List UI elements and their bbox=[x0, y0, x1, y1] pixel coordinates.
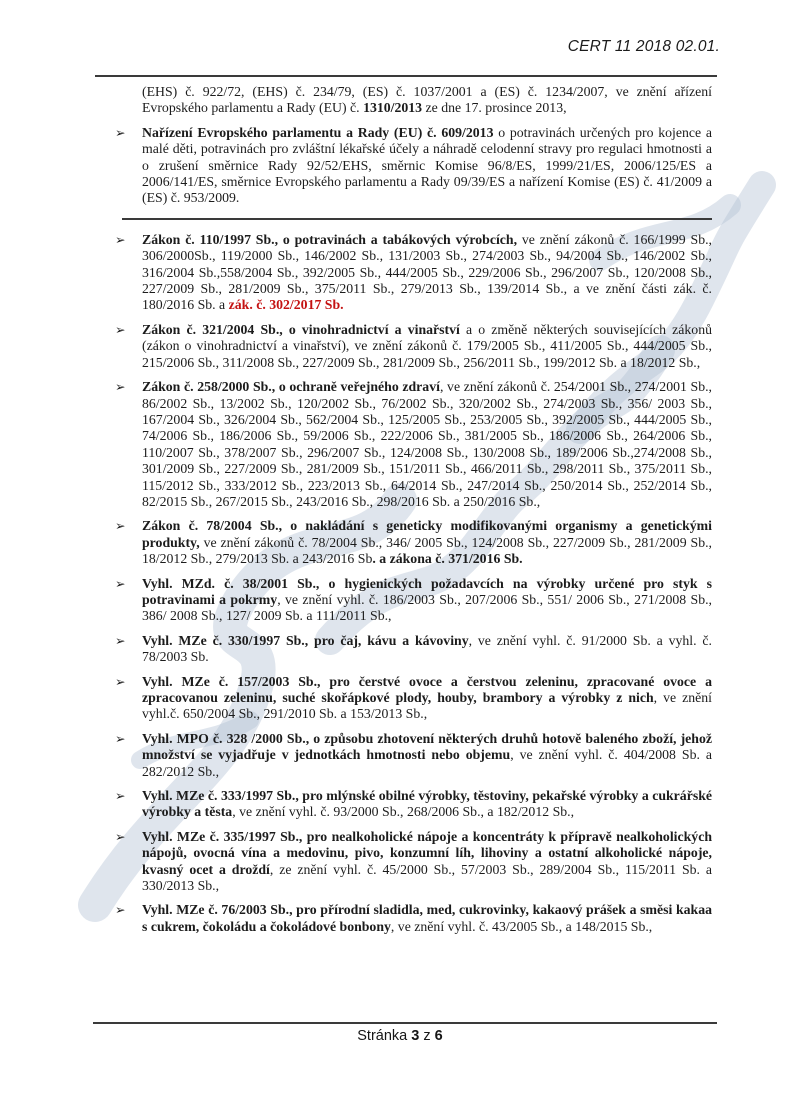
legal-list-item bbox=[115, 902, 712, 935]
legal-list-item bbox=[115, 518, 712, 567]
law-title-bold: Vyhl. MPO č. 328 /2000 Sb., o způsobu zhotovení některých druhů hotově baleného zboží, jehož množství se vyjadřuje v jednotkách hmotnosti nebo objemu bbox=[142, 730, 712, 763]
legal-text-body bbox=[115, 84, 712, 943]
legal-list-item bbox=[115, 322, 712, 371]
footer-total-pages: 6 bbox=[434, 1028, 443, 1044]
header-doc-code: CERT 11 2018 02.01. bbox=[567, 38, 720, 55]
paragraph-text bbox=[142, 576, 712, 625]
law-amendments-text: a o změně některých souvisejících zákonů (zákon o vinohradnictví a vinařství), ve znění zákonů č. 179/2005 Sb., 411/2005 Sb., 444/2005 Sb., 215/2006 Sb., 311/2008 Sb., 227/2009 Sb., 281/2009 Sb., 256/2011 Sb., 199/2012 Sb. a 18/2012 Sb., bbox=[142, 321, 712, 370]
legal-list-item bbox=[115, 379, 712, 510]
paragraph-text bbox=[142, 84, 712, 117]
arrowhead-bullet-icon: ➢ bbox=[115, 322, 126, 337]
footer-divider bbox=[93, 1022, 717, 1024]
paragraph-text bbox=[142, 125, 712, 207]
arrowhead-bullet-icon: ➢ bbox=[115, 633, 126, 648]
arrowhead-bullet-icon: ➢ bbox=[115, 674, 126, 689]
law-title-bold: Zákon č. 78/2004 Sb., o nakládání s geneticky modifikovanými organismy a genetickými produkty, bbox=[142, 518, 712, 550]
legal-list-item bbox=[115, 576, 712, 625]
paragraph-text bbox=[142, 902, 712, 935]
arrowhead-bullet-icon: ➢ bbox=[115, 789, 126, 804]
arrowhead-bullet-icon: ➢ bbox=[115, 829, 126, 844]
paragraph-text bbox=[142, 379, 712, 510]
arrowhead-bullet-icon: ➢ bbox=[115, 576, 126, 591]
arrowhead-bullet-icon: ➢ bbox=[115, 232, 126, 247]
law-title-bold: Vyhl. MZe č. 335/1997 Sb., pro nealkoholické nápoje a koncentráty k přípravě nealkoholických nápojů, ovocná vína a medovinu, pivo, konzumní líh, lihoviny a ostatní alkoholické nápoje, kvasný ocet a droždí bbox=[142, 828, 712, 877]
footer-of-label: z bbox=[423, 1028, 431, 1044]
paragraph-text bbox=[142, 829, 712, 895]
law-amendments-text: (EHS) č. 922/72, (EHS) č. 234/79, (ES) č. 1037/2001 a (ES) č. 1234/2007, ve znění ařízení Evropského parlamentu a Rady (EU) č. bbox=[142, 84, 712, 116]
law-title-bold: Vyhl. MZe č. 330/1997 Sb., pro čaj, kávu a kávoviny bbox=[142, 632, 469, 648]
law-title-bold: Vyhl. MZe č. 157/2003 Sb., pro čerstvé ovoce a čerstvou zeleninu, zpracované ovoce a zpracovanou zeleninu, suché skořápkové plody, houby, brambory a výrobky z nich bbox=[142, 673, 712, 705]
legal-list-item bbox=[115, 788, 712, 821]
law-amendments-text: , ve znění vyhl. č. 43/2005 Sb., a 148/2015 Sb., bbox=[390, 918, 653, 934]
legal-list-item bbox=[115, 829, 712, 895]
law-amendments-text: ve znění zákonů č. 166/1999 Sb., 306/2000Sb., 119/2000 Sb., 146/2002 Sb., 131/2003 Sb., 274/2003 Sb., 94/2004 Sb., 146/2002 Sb., 316/2004 Sb.,558/2004 Sb., 392/2005 Sb., 444/2005 Sb., 229/2006 Sb., 296/2007 Sb., 120/2008 Sb., 227/2009 Sb., 281/2009 Sb., 375/2011 Sb., 279/2013 Sb., 139/2014 Sb., a ve znění části zák. č. 180/2016 Sb. a bbox=[142, 231, 712, 313]
amendment-highlight-red: zák. č. 302/2017 Sb. bbox=[228, 297, 344, 313]
law-amendments-text: , ve znění zákonů č. 254/2001 Sb., 274/2001 Sb., 86/2002 Sb., 13/2002 Sb., 120/2002 Sb., 76/2002 Sb., 320/2002 Sb., 274/2003 Sb., 356/ 2003 Sb., 167/2004 Sb., 326/2004 Sb., 562/2004 Sb., 125/2005 Sb., 253/2005 Sb., 392/2005 Sb., 444/2005 Sb., 74/2006 Sb., 186/2006 Sb., 59/2006 Sb., 222/2006 Sb., 381/2005 Sb., 186/2006 Sb., 264/2006 Sb., 110/2007 Sb., 378/2007 Sb., 296/2007 Sb., 124/2008 Sb., 130/2008 Sb., 189/2006 Sb.,274/2008 Sb., 301/2009 Sb., 227/2009 Sb., 281/2009 Sb., 151/2011 Sb., 466/2011 Sb., 298/2011 Sb., 375/2011 Sb., 115/2012 Sb., 333/2012 Sb., 223/2013 Sb., 64/2014 Sb., 247/2014 Sb., 250/2014 Sb., 252/2014 Sb., 82/2015 Sb., 267/2015 Sb., 243/2016 Sb., 298/2016 Sb. a 250/2016 Sb., bbox=[142, 379, 712, 509]
law-amendments-text: , ve znění vyhl. č. 91/2000 Sb. a vyhl. č. 78/2003 Sb. bbox=[142, 632, 712, 665]
law-title-bold: Vyhl. MZe č. 333/1997 Sb., pro mlýnské obilné výrobky, těstoviny, pekařské výrobky a cukrářské výrobky a těsta bbox=[142, 788, 712, 820]
paragraph-text bbox=[142, 731, 712, 780]
law-amendments-text: , ve znění vyhl. č. 93/2000 Sb., 268/2006 Sb., a 182/2012 Sb., bbox=[232, 804, 575, 820]
bullet-indent-spacer bbox=[115, 84, 142, 117]
arrowhead-bullet-icon: ➢ bbox=[115, 731, 126, 746]
paragraph-text bbox=[142, 232, 712, 314]
paragraph-text bbox=[142, 788, 712, 821]
paragraph-text bbox=[142, 674, 712, 723]
legal-list-item bbox=[115, 232, 712, 314]
law-title-bold: Zákon č. 110/1997 Sb., o potravinách a tabákových výrobcích, bbox=[142, 231, 518, 247]
paragraph-text bbox=[142, 518, 712, 567]
law-title-bold: Vyhl. MZe č. 76/2003 Sb., pro přírodní sladidla, med, cukrovinky, kakaový prášek a směsi kakaa s cukrem, čokoládu a čokoládové bonbony bbox=[142, 902, 712, 934]
legal-list-item bbox=[115, 674, 712, 723]
law-amendments-text: , ve znění vyhl. č. 404/2008 Sb. a 282/2012 Sb., bbox=[142, 747, 712, 779]
legal-list-item bbox=[115, 125, 712, 207]
paragraph-text bbox=[142, 633, 712, 666]
legal-list-item bbox=[115, 731, 712, 780]
footer-page-label: Stránka bbox=[357, 1028, 408, 1044]
law-amendments-text: , ve znění vyhl. č. 186/2003 Sb., 207/2006 Sb., 551/ 2006 Sb., 271/2008 Sb., 386/ 2008 Sb., 127/ 2009 Sb. a 111/2011 Sb., bbox=[142, 591, 713, 624]
section-divider bbox=[122, 218, 712, 220]
legal-list-item bbox=[115, 633, 712, 666]
law-title-bold: Zákon č. 258/2000 Sb., o ochraně veřejného zdraví bbox=[142, 379, 440, 395]
header-divider bbox=[95, 75, 717, 77]
law-amendments-text: ve znění zákonů č. 78/2004 Sb., 346/ 2005 Sb., 124/2008 Sb., 227/2009 Sb., 281/2009 Sb., 18/2012 Sb., 279/2013 Sb. a 243/2016 Sb bbox=[142, 534, 712, 567]
paragraph-text bbox=[142, 322, 712, 371]
law-amendments-text: ze dne 17. prosince 2013, bbox=[422, 100, 567, 116]
law-title-bold: Nařízení Evropského parlamentu a Rady (EU) č. 609/2013 bbox=[142, 124, 494, 140]
arrowhead-bullet-icon: ➢ bbox=[115, 903, 126, 918]
law-amendments-text: , ve znění vyhl.č. 650/2004 Sb., 291/2010 Sb. a 153/2013 Sb., bbox=[142, 690, 712, 722]
law-amendments-text: o potravinách určených pro kojence a malé děti, potravinách pro zvláštní lékařské účely a náhradě celodenní stravy pro regulaci hmotnosti a o zrušení směrnice Rady 92/52/EHS, směrnic Komise 96/8/ES, 1999/21/ES, 2006/125/ES a 2006/141/ES, směrnice Evropského parlamentu a Rady 09/39/ES a nařízení Komise (ES) č. 41/2009 a (ES) č. 953/2009. bbox=[142, 124, 712, 206]
law-title-bold: Vyhl. MZd. č. 38/2001 Sb., o hygienických požadavcích na výrobky určené pro styk s potravinami a pokrmy bbox=[142, 575, 712, 607]
law-title-bold: . a zákona č. 371/2016 Sb. bbox=[372, 551, 523, 567]
page-footer bbox=[0, 1028, 800, 1044]
continuation-paragraph bbox=[115, 84, 712, 117]
arrowhead-bullet-icon: ➢ bbox=[115, 125, 126, 140]
law-amendments-text: , ze znění vyhl. č. 45/2000 Sb., 57/2003 Sb., 289/2004 Sb., 115/2011 Sb. a 330/2013 Sb., bbox=[142, 861, 713, 894]
arrowhead-bullet-icon: ➢ bbox=[115, 519, 126, 534]
footer-page-number: 3 bbox=[411, 1028, 420, 1044]
arrowhead-bullet-icon: ➢ bbox=[115, 380, 126, 395]
law-title-bold: Zákon č. 321/2004 Sb., o vinohradnictví a vinařství bbox=[142, 321, 460, 337]
law-title-bold: 1310/2013 bbox=[363, 100, 423, 116]
